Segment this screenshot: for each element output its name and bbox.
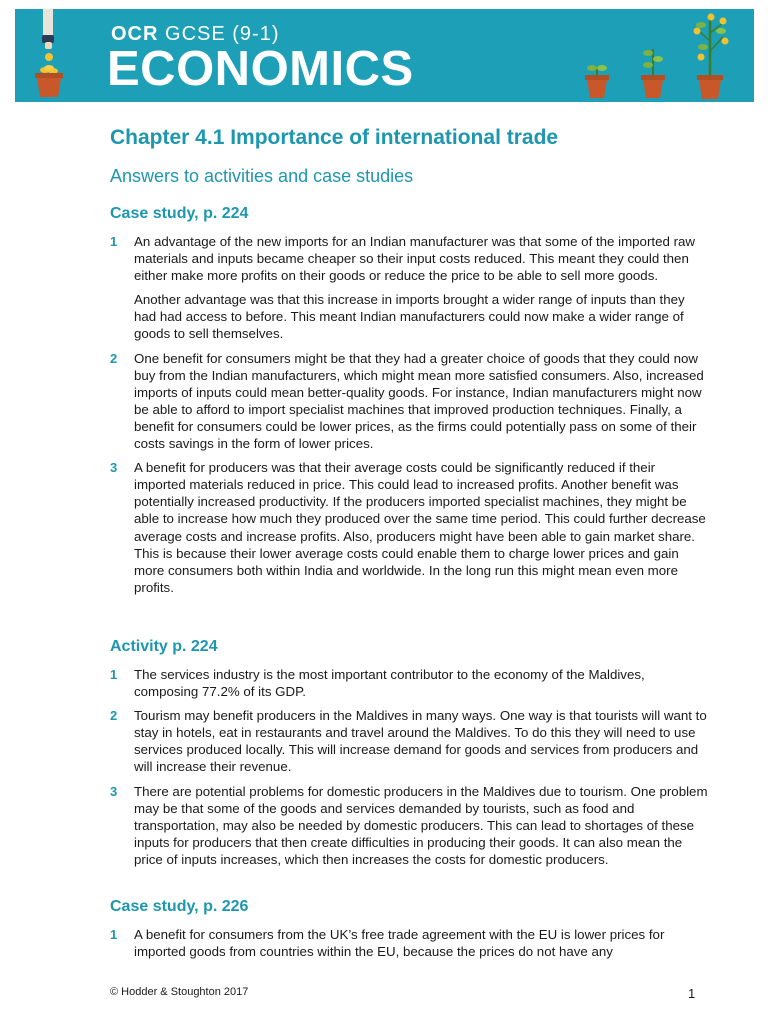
- item-number: 2: [110, 708, 118, 724]
- money-tree-illustration: [687, 11, 733, 101]
- answer-paragraph: One benefit for consumers might be that they had a greater choice of goods that they could now buy from the Indian manufacturers, which might mean more satisfied consumers. Also, increased imports of inputs could mean better-quality goods. For instance, Indian manufacturers might now be able to afford to import specialist machines that improved production techniques. Finally, a benefit for consumers could be lower prices, as the firms could potentially pass on some of their costs savings in the form of lower prices.: [134, 350, 704, 452]
- header-banner: [15, 9, 754, 102]
- answer-item: [110, 783, 710, 868]
- item-number: 1: [110, 667, 118, 682]
- item-number: 2: [110, 350, 118, 366]
- section-activity-224: [110, 638, 710, 875]
- answer-paragraph: An advantage of the new imports for an Indian manufacturer was that some of the imported raw materials and inputs became cheaper so their input costs reduced. This meant they could then either make more profits on their goods or reduce the price to be able to sell more goods.: [134, 234, 695, 284]
- section-case-study-226: [110, 898, 710, 967]
- item-number: 1: [110, 927, 118, 942]
- answer-paragraph: A benefit for producers was that their average costs could be significantly reduced if their imported materials reduced in price. This could lead to increased profits. Another benefit was potentially increased productivity. If the producers imported specialist machines, they might be able to increase how much they produced over the same time period. This could further decrease average costs and increase profits. Also, producers might have been able to gain market share. This is because their lower average costs could enable them to charge lower prices and gain more consumers both within India and worldwide. In the long run this might mean even more profits.: [134, 460, 706, 595]
- item-number: 1: [110, 234, 118, 249]
- chapter-title: Chapter 4.1 Importance of international trade: [110, 126, 559, 149]
- footer-copyright: © Hodder & Stoughton 2017: [110, 986, 249, 998]
- chapter-subtitle: Answers to activities and case studies: [110, 166, 414, 186]
- answer-paragraph: Another advantage was that this increase in imports brought a wider range of inputs than they had had access to before. This meant Indian manufacturers could now make a wider range of goods to sell themselves.: [134, 292, 685, 342]
- answer-item: [110, 459, 710, 596]
- answer-paragraph: The services industry is the most important contributor to the economy of the Maldives, composing 77.2% of its GDP.: [134, 667, 645, 700]
- answer-item: [110, 707, 710, 775]
- answer-item: [110, 926, 710, 960]
- section-heading: Case study, p. 226: [110, 898, 249, 915]
- header-subject: ECONOMICS: [107, 42, 414, 96]
- small-plant-illustration: [581, 61, 613, 101]
- answer-item: [110, 233, 710, 343]
- answer-item: [110, 350, 710, 453]
- coin-pot-illustration: [29, 9, 69, 101]
- item-number: 3: [110, 783, 118, 799]
- footer-page-number: 1: [688, 986, 696, 1001]
- header-course: GCSE (9-1): [165, 23, 280, 45]
- answer-paragraph: A benefit for consumers from the UK’s free trade agreement with the EU is lower prices for imported goods from countries within the EU, because the prices do not have any: [134, 927, 665, 960]
- item-number: 3: [110, 460, 118, 476]
- section-heading: Activity p. 224: [110, 638, 218, 655]
- header-brand: OCR: [111, 23, 159, 45]
- answer-paragraph: Tourism may benefit producers in the Maldives in many ways. One way is that tourists will want to stay in hotels, eat in restaurants and travel around the Maldives. To do this they will need to use services produced locally. This will increase demand for goods and services from producers and will increase their revenue.: [134, 708, 707, 775]
- answer-paragraph: There are potential problems for domestic producers in the Maldives due to tourism. One problem may be that some of the goods and services demanded by tourists, such as food and transportation, may also be needed by domestic producers. This can lead to shortages of these inputs for producers that then create difficulties in producing their goods. It can also mean the price of inputs increases, which then increases the costs for domestic producers.: [134, 783, 708, 867]
- section-case-study-224: [110, 205, 710, 603]
- section-heading: Case study, p. 224: [110, 205, 249, 222]
- answer-item: [110, 666, 710, 700]
- medium-plant-illustration: [637, 45, 669, 101]
